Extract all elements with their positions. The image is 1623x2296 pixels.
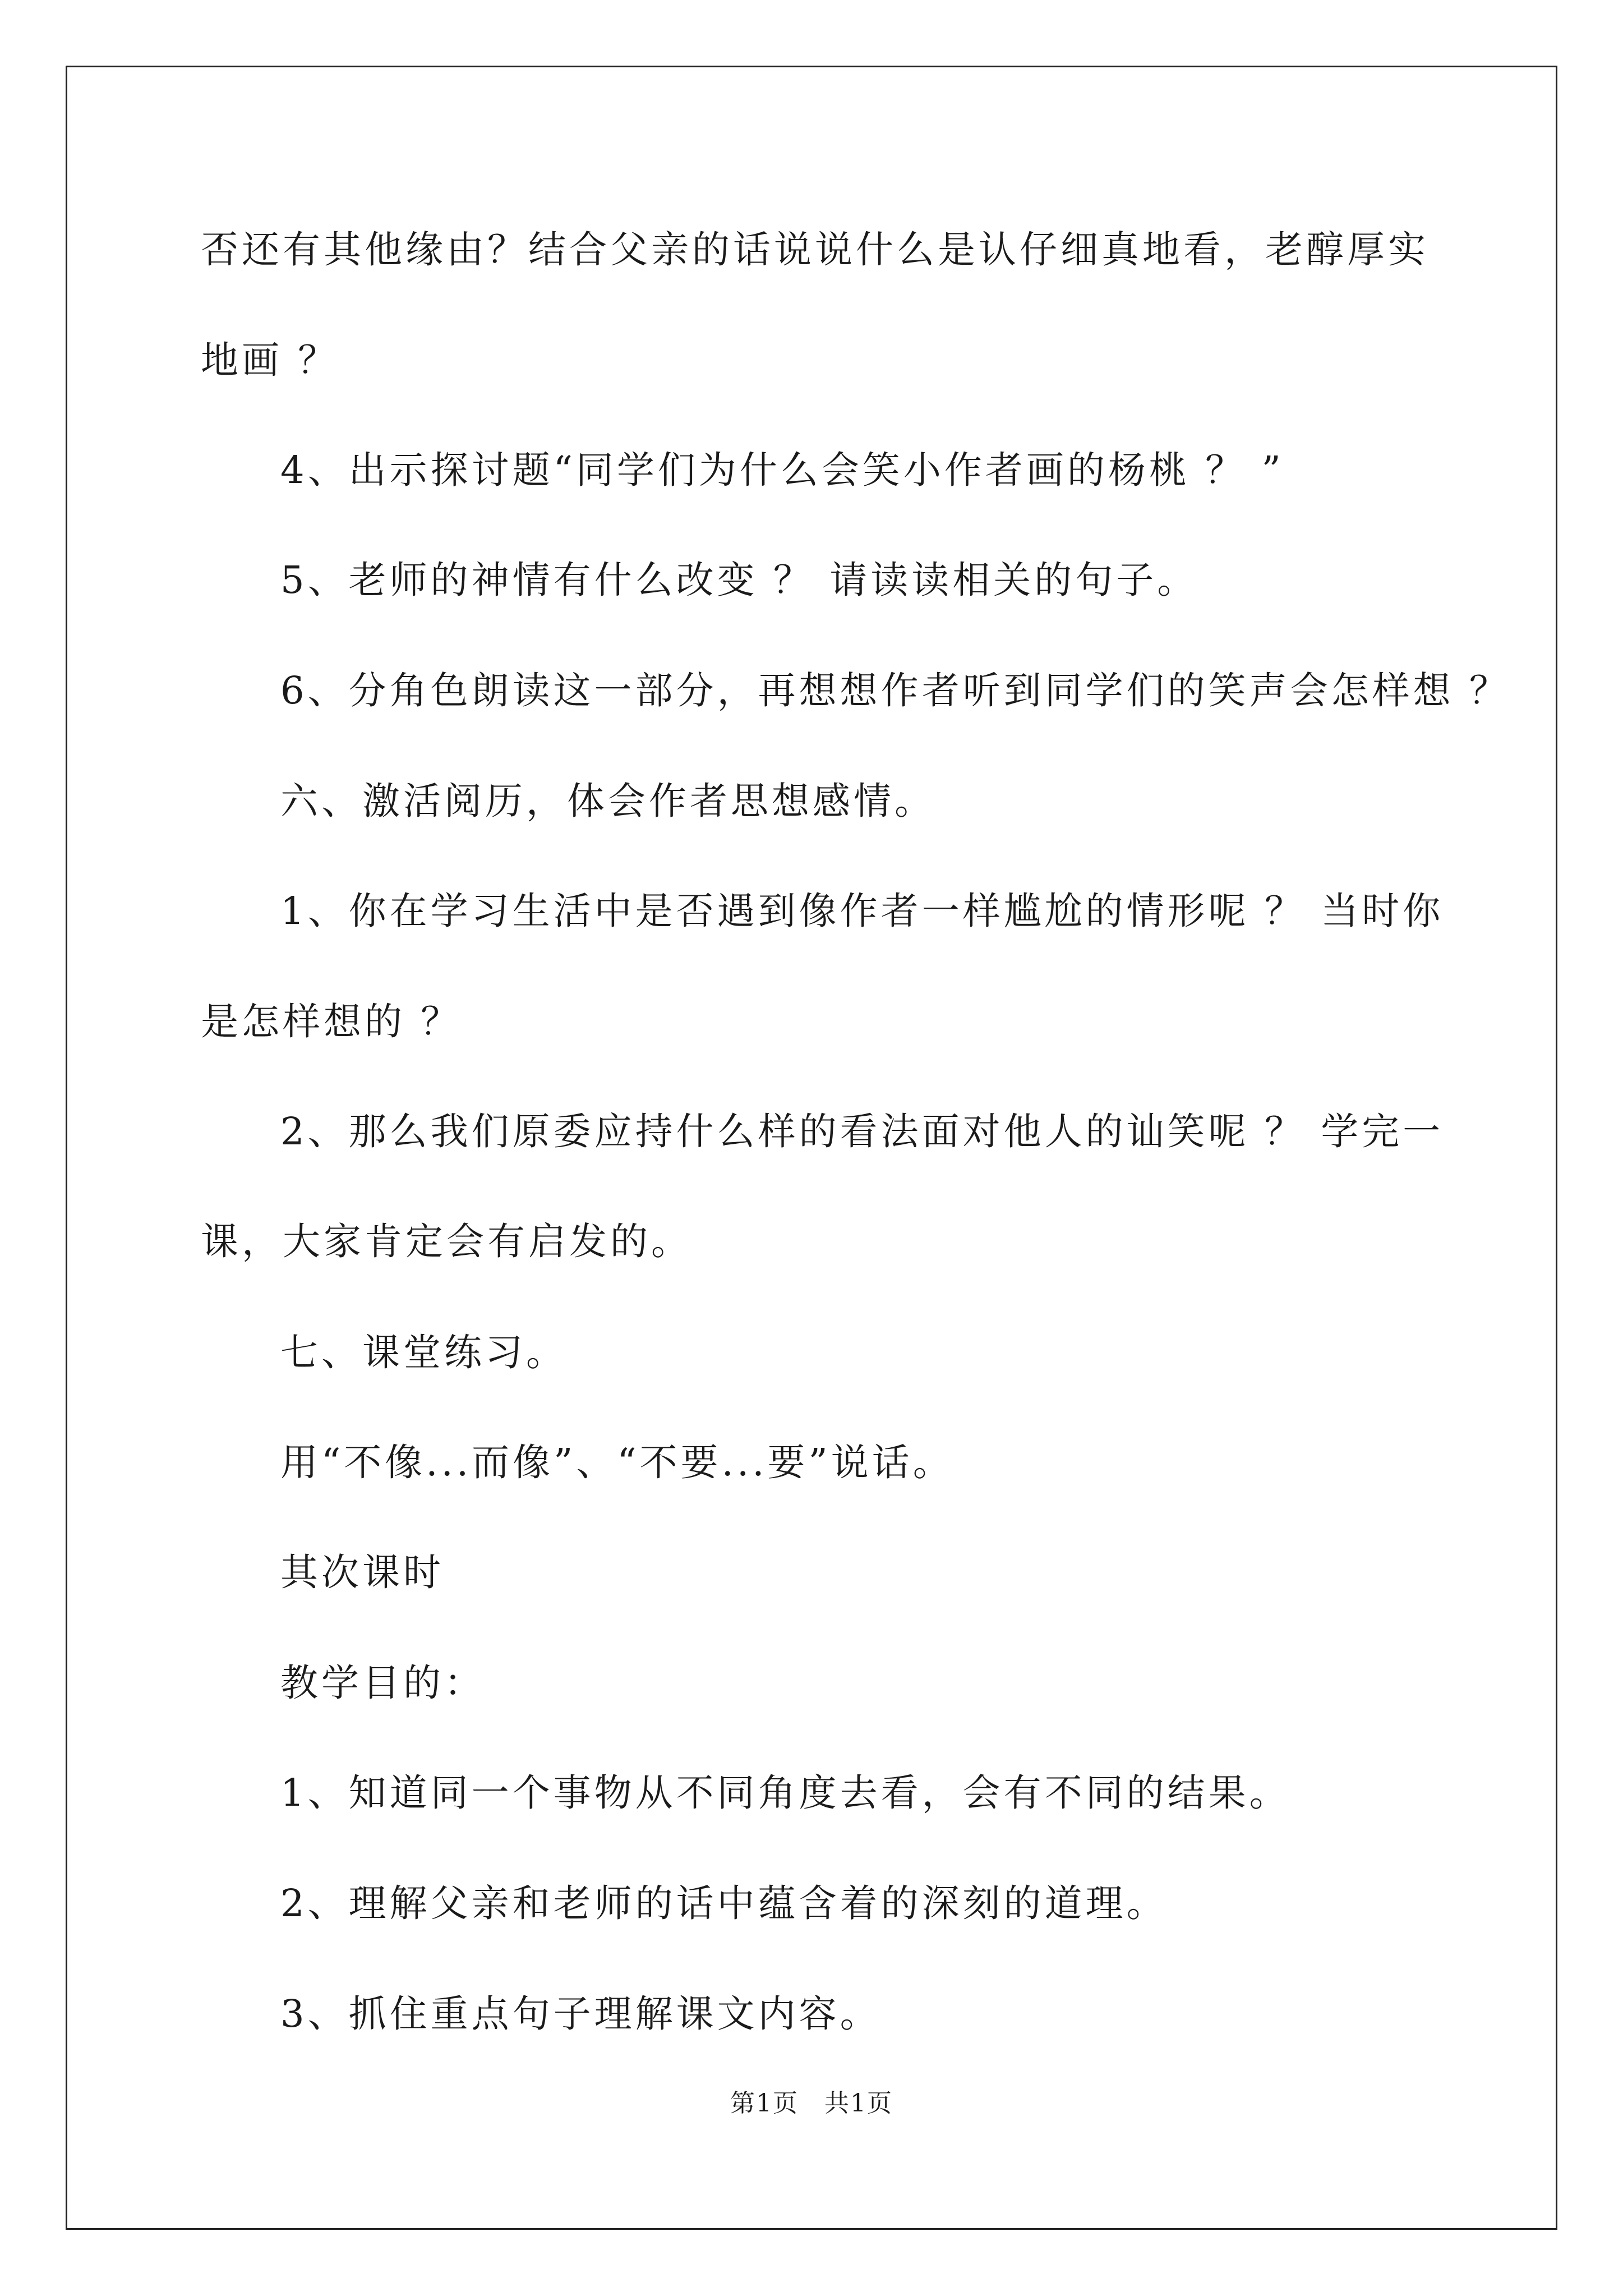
text-line-1: 否还有其他缘由？结合父亲的话说说什么是认仔细真地看，老醇厚实 [201,228,1429,272]
text-line-9: 2、那么我们原委应持什么样的看法面对他人的讪笑呢 ？ 学完一 [280,1110,1444,1153]
section-heading-6: 六、激活阅历，体会作者思想感情。 [280,779,935,823]
text-line-15: 1、知道同一个事物从不同角度去看，会有不同的结果。 [280,1771,1290,1815]
page-number-total: 共1页 [824,2089,893,2118]
text-line-3: 4、出示探讨题“同学们为什么会笑小作者画的杨桃 ？ ” [280,448,1284,492]
text-line-17: 3、抓住重点句子理解课文内容。 [280,1992,881,2036]
page-footer [0,2087,1623,2120]
text-line-5: 6、分角色朗读这一部分，再想想作者听到同学们的笑声会怎样想 ？ [280,669,1510,712]
text-line-2: 地画 ？ [201,338,339,382]
text-line-8: 是怎样想的 ？ [201,1000,462,1043]
text-line-7: 1、你在学习生活中是否遇到像作者一样尴尬的情形呢 ？ 当时你 [280,889,1444,933]
text-line-4: 5、老师的神情有什么改变 ？ 请读读相关的句子。 [280,558,1198,602]
subheading-teaching-goals: 教学目的： [280,1661,485,1705]
text-line-12: 用“不像...而像”、“不要...要”说话。 [280,1441,954,1484]
subheading-second-lesson: 其次课时 [280,1550,444,1594]
section-heading-7: 七、课堂练习。 [280,1331,567,1374]
text-line-16: 2、理解父亲和老师的话中蕴含着的深刻的道理。 [280,1881,1168,1925]
page-number-current: 第1页 [730,2089,799,2118]
text-line-10: 课，大家肯定会有启发的。 [201,1220,692,1263]
